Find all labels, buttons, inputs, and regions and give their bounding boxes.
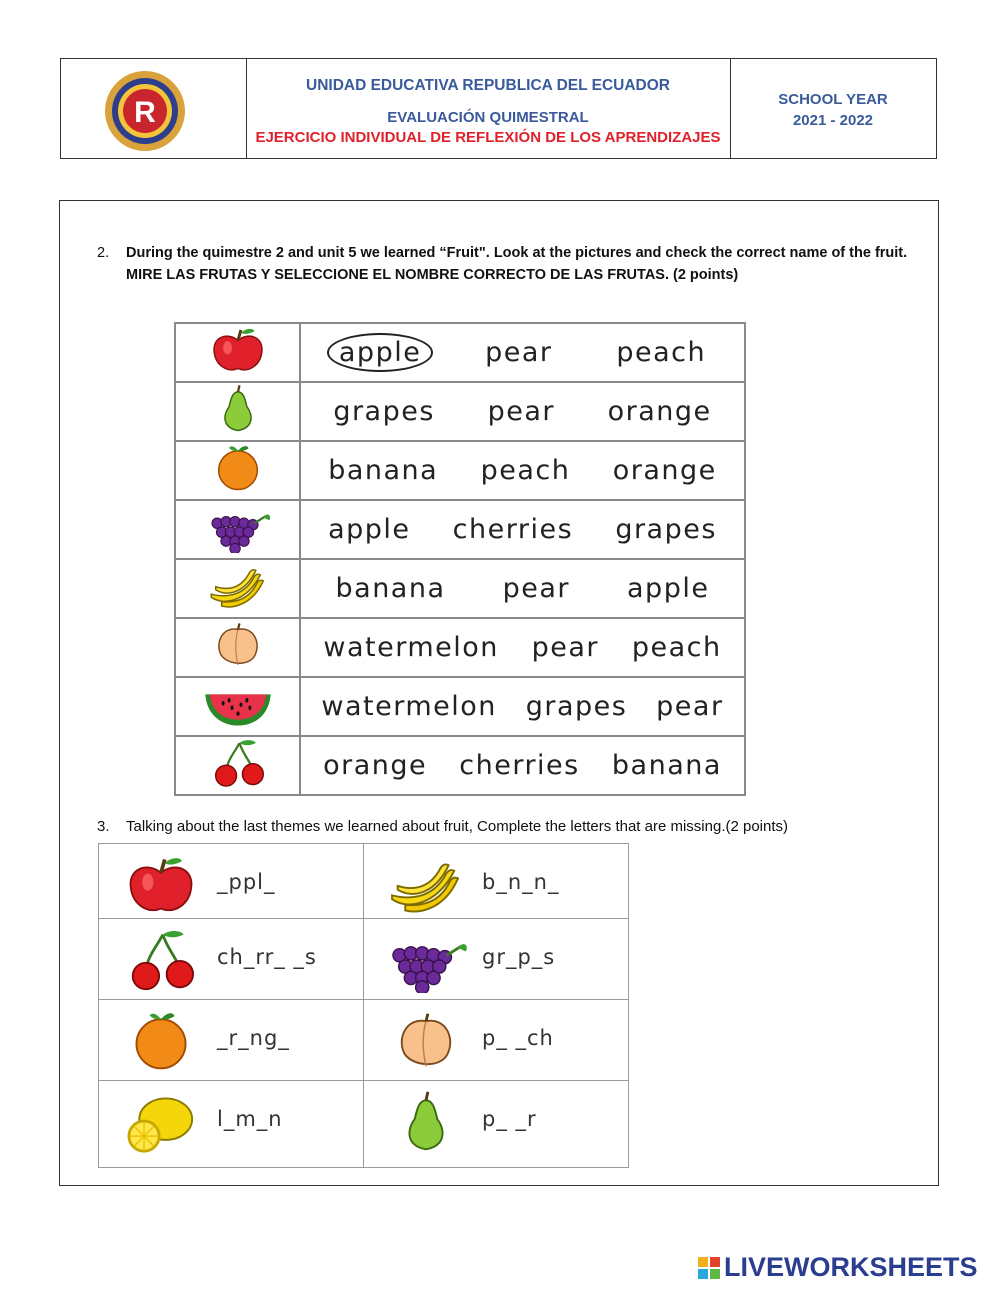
school-year: 2021 - 2022 — [792, 112, 874, 129]
fruit-picture-cell — [175, 618, 300, 677]
fruit-row — [175, 736, 745, 795]
fruit-option-pear[interactable]: pear — [502, 573, 570, 604]
fruit-options-cell — [300, 382, 745, 441]
missing-letters-cell[interactable] — [364, 919, 629, 1000]
brand-name: LIVEWORKSHEETS — [724, 1252, 978, 1282]
fruit-row — [175, 618, 745, 677]
header-year-cell — [730, 59, 936, 158]
missing-letters-word: ch_rr_ _s — [217, 945, 317, 969]
fruit-option-apple[interactable]: apple — [328, 514, 411, 545]
missing-letters-row — [99, 919, 629, 1000]
fruit-options-cell — [300, 323, 745, 382]
fruit-option-watermelon[interactable]: watermelon — [323, 632, 499, 663]
question-text: During the quimestre 2 and unit 5 we learned “Fruit". Look at the pictures and check the correct name of the fruit. MIRE LAS FRUTAS Y SELECCIONE EL NOMBRE CORRECTO DE LAS FRUTAS. (2 points) — [126, 245, 908, 283]
fruit-picture-cell — [175, 559, 300, 618]
question-number: 2. — [97, 245, 110, 261]
missing-letters-word: _ppl_ — [217, 870, 276, 894]
fruit-option-cherries[interactable]: cherries — [452, 514, 574, 545]
missing-letters-word: p_ _ch — [482, 1026, 554, 1050]
grapes-icon — [376, 927, 476, 998]
missing-letters-word: gr_p_s — [482, 945, 556, 969]
fruit-row — [175, 559, 745, 618]
missing-letters-word: _r_ng_ — [217, 1026, 290, 1050]
exercise-title: EJERCICIO INDIVIDUAL DE REFLEXIÓN DE LOS APRENDIZAJES — [255, 129, 721, 146]
fruit-option-grapes[interactable]: grapes — [525, 691, 628, 722]
cherries-icon — [190, 776, 286, 793]
liveworksheets-brand — [698, 1252, 978, 1283]
school-logo-icon — [103, 69, 187, 153]
missing-letters-cell[interactable] — [364, 1081, 629, 1168]
fruit-options-cell — [300, 677, 745, 736]
missing-letters-word: b_n_n_ — [482, 870, 560, 894]
grapes-icon — [190, 540, 286, 557]
fruit-name-table — [174, 322, 746, 796]
fruit-picture-cell — [175, 736, 300, 795]
banana-icon — [190, 599, 286, 616]
watermelon-icon — [190, 717, 286, 734]
lemon-icon — [111, 1089, 211, 1160]
question-3 — [97, 818, 789, 835]
fruit-option-watermelon[interactable]: watermelon — [321, 691, 497, 722]
header-logo-cell — [61, 59, 247, 158]
fruit-row — [175, 677, 745, 736]
apple-icon — [190, 363, 286, 380]
fruit-option-banana[interactable]: banana — [335, 573, 446, 604]
header-table — [60, 58, 937, 159]
missing-letters-cell[interactable] — [99, 1000, 364, 1081]
liveworksheets-logo-icon — [698, 1257, 720, 1279]
missing-letters-row — [99, 1000, 629, 1081]
fruit-option-banana[interactable]: banana — [611, 750, 722, 781]
fruit-option-orange[interactable]: orange — [612, 455, 717, 486]
fruit-options-cell — [300, 500, 745, 559]
fruit-option-orange[interactable]: orange — [607, 396, 712, 427]
orange-icon — [111, 1008, 211, 1079]
cherries-icon — [111, 927, 211, 998]
peach-icon — [376, 1008, 476, 1079]
fruit-option-orange[interactable]: orange — [323, 750, 428, 781]
missing-letters-cell[interactable] — [99, 1081, 364, 1168]
question-number: 3. — [97, 818, 110, 835]
school-year-label: SCHOOL YEAR — [778, 91, 888, 108]
fruit-option-grapes[interactable]: grapes — [333, 396, 435, 427]
pear-icon — [190, 422, 286, 439]
fruit-picture-cell — [175, 382, 300, 441]
fruit-picture-cell — [175, 441, 300, 500]
fruit-row — [175, 323, 745, 382]
school-name: UNIDAD EDUCATIVA REPUBLICA DEL ECUADOR — [306, 77, 670, 94]
fruit-options-cell — [300, 441, 745, 500]
fruit-option-pear[interactable]: pear — [656, 691, 724, 722]
fruit-options-cell — [300, 559, 745, 618]
fruit-option-grapes[interactable]: grapes — [615, 514, 717, 545]
missing-letters-word: l_m_n — [217, 1107, 283, 1131]
missing-letters-row — [99, 844, 629, 919]
pear-icon — [376, 1089, 476, 1160]
fruit-option-apple[interactable]: apple — [627, 573, 710, 604]
missing-letters-table — [98, 843, 629, 1168]
fruit-option-pear[interactable]: pear — [487, 396, 555, 427]
fruit-option-peach[interactable]: peach — [616, 337, 707, 368]
fruit-option-cherries[interactable]: cherries — [459, 750, 580, 781]
missing-letters-word: p_ _r — [482, 1107, 537, 1131]
missing-letters-cell[interactable] — [99, 844, 364, 919]
fruit-option-peach[interactable]: peach — [480, 455, 571, 486]
fruit-row — [175, 382, 745, 441]
missing-letters-cell[interactable] — [364, 1000, 629, 1081]
apple-icon — [111, 852, 211, 923]
fruit-option-banana[interactable]: banana — [328, 455, 439, 486]
missing-letters-cell[interactable] — [99, 919, 364, 1000]
missing-letters-cell[interactable] — [364, 844, 629, 919]
peach-icon — [190, 658, 286, 675]
fruit-options-cell — [300, 736, 745, 795]
evaluation-title: EVALUACIÓN QUIMESTRAL — [387, 109, 589, 126]
fruit-option-apple[interactable]: apple — [327, 333, 433, 372]
fruit-picture-cell — [175, 677, 300, 736]
fruit-picture-cell — [175, 500, 300, 559]
question-text: Talking about the last themes we learned about fruit, Complete the letters that are missing.(2 points) — [126, 818, 789, 835]
header-title-cell — [246, 59, 731, 158]
fruit-options-cell — [300, 618, 745, 677]
fruit-option-pear[interactable]: pear — [531, 632, 600, 663]
missing-letters-row — [99, 1081, 629, 1168]
fruit-picture-cell — [175, 323, 300, 382]
fruit-option-peach[interactable]: peach — [631, 632, 722, 663]
fruit-row — [175, 500, 745, 559]
fruit-row — [175, 441, 745, 500]
banana-icon — [376, 852, 476, 923]
fruit-option-pear[interactable]: pear — [485, 337, 553, 368]
orange-icon — [190, 481, 286, 498]
svg-text:R: R — [134, 96, 156, 129]
